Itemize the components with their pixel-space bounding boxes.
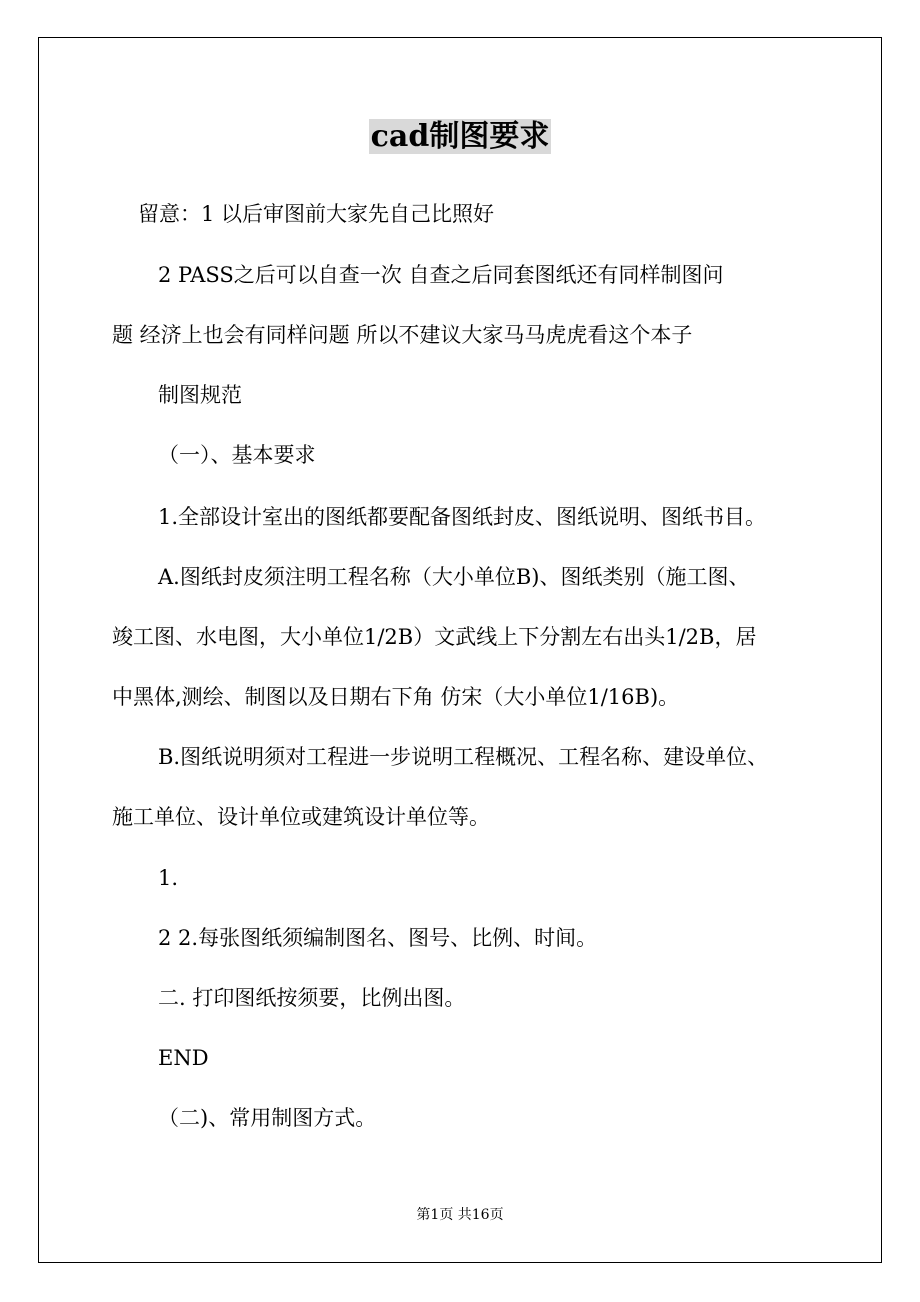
paragraph-line: A.图纸封皮须注明工程名称（大小单位B)、图纸类别（施工图、 <box>158 565 750 589</box>
note-line-3: 题 经济上也会有同样问题 所以不建议大家马马虎虎看这个本子 <box>112 323 693 347</box>
section-heading-basic-requirements: （一）、基本要求 <box>158 443 316 467</box>
paragraph-line: 中黑体,测绘、制图以及日期右下角 仿宋（大小单位1/16B)。 <box>112 685 680 709</box>
document-title: cad制图要求 <box>370 119 550 154</box>
paragraph-line: B.图纸说明须对工程进一步说明工程概况、工程名称、建设单位、 <box>158 745 769 769</box>
paragraph-line: END <box>158 1046 209 1070</box>
paragraph-line: 1.全部设计室出的图纸都要配备图纸封皮、图纸说明、图纸书目。 <box>158 505 767 529</box>
note-line-1: 留意：1 以后审图前大家先自己比照好 <box>138 202 495 226</box>
page-footer: 第1页 共16页 <box>416 1207 504 1223</box>
paragraph-line: 2 2.每张图纸须编制图名、图号、比例、时间。 <box>158 926 598 950</box>
section-heading-common-methods: （二)、常用制图方式。 <box>158 1106 377 1130</box>
section-heading-drawing-standards: 制图规范 <box>158 383 242 407</box>
paragraph-line: 施工单位、设计单位或建筑设计单位等。 <box>112 805 490 829</box>
note-line-2: 2 PASS之后可以自查一次 自查之后同套图纸还有同样制图问 <box>158 263 724 287</box>
paragraph-line: 竣工图、水电图，大小单位1/2B）文武线上下分割左右出头1/2B，居 <box>112 625 757 649</box>
paragraph-line: 二. 打印图纸按须要，比例出图。 <box>158 986 466 1010</box>
paragraph-line: 1. <box>158 866 179 890</box>
